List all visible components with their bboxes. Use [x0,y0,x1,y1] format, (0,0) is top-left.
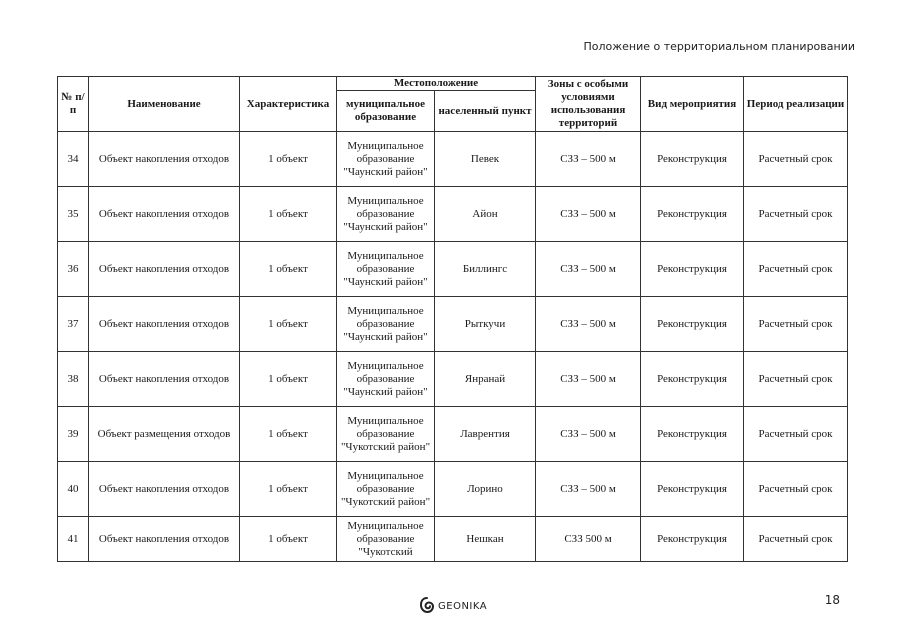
table-row [58,462,848,517]
cell-zone: СЗЗ – 500 м [536,297,641,352]
cell-name: Объект накопления отходов [89,462,240,517]
cell-name: Объект накопления отходов [89,132,240,187]
cell-period: Расчетный срок [744,297,848,352]
cell-characteristic: 1 объект [240,462,337,517]
cell-municipality: Муниципальное образование "Чукотский район" [337,407,435,462]
cell-measure: Реконструкция [641,352,744,407]
cell-zone: СЗЗ – 500 м [536,462,641,517]
cell-name: Объект накопления отходов [89,187,240,242]
spiral-logo-icon [420,597,434,613]
cell-measure: Реконструкция [641,517,744,562]
cell-period: Расчетный срок [744,132,848,187]
cell-measure: Реконструкция [641,242,744,297]
table-row [58,407,848,462]
cell-period: Расчетный срок [744,517,848,562]
header-measure: Вид мероприятия [641,77,744,132]
cell-period: Расчетный срок [744,187,848,242]
cell-zone: СЗЗ – 500 м [536,407,641,462]
cell-period: Расчетный срок [744,407,848,462]
page-number: 18 [824,593,840,607]
cell-num: 36 [58,242,89,297]
cell-name: Объект накопления отходов [89,242,240,297]
table-row [58,242,848,297]
cell-period: Расчетный срок [744,462,848,517]
header-characteristic: Характеристика [240,77,337,132]
cell-settlement: Рыткучи [435,297,536,352]
cell-num: 37 [58,297,89,352]
table-row [58,352,848,407]
cell-municipality: Муниципальное образование "Чаунский район" [337,352,435,407]
cell-characteristic: 1 объект [240,517,337,562]
cell-num: 38 [58,352,89,407]
cell-zone: СЗЗ – 500 м [536,187,641,242]
cell-settlement: Айон [435,187,536,242]
header-zones: Зоны с особыми условиями использования территорий [536,77,641,132]
header-num: № п/п [58,77,89,132]
header-municipality: муниципальное образование [337,91,435,132]
cell-municipality: Муниципальное образование "Чаунский район" [337,187,435,242]
cell-num: 34 [58,132,89,187]
cell-zone: СЗЗ 500 м [536,517,641,562]
cell-characteristic: 1 объект [240,407,337,462]
cell-zone: СЗЗ – 500 м [536,352,641,407]
header-name: Наименование [89,77,240,132]
header-settlement: населенный пункт [435,91,536,132]
cell-municipality: Муниципальное образование "Чаунский район" [337,132,435,187]
header-location: Местоположение [337,77,536,91]
footer-logo [420,596,487,614]
cell-characteristic: 1 объект [240,187,337,242]
cell-characteristic: 1 объект [240,352,337,407]
cell-name: Объект накопления отходов [89,352,240,407]
cell-settlement: Певек [435,132,536,187]
cell-num: 35 [58,187,89,242]
page-header-title: Положение о территориальном планировании [583,40,855,53]
table-row [58,297,848,352]
cell-num: 39 [58,407,89,462]
cell-measure: Реконструкция [641,462,744,517]
cell-zone: СЗЗ – 500 м [536,132,641,187]
table-row [58,517,848,562]
cell-period: Расчетный срок [744,352,848,407]
cell-settlement: Лаврентия [435,407,536,462]
cell-num: 41 [58,517,89,562]
cell-measure: Реконструкция [641,187,744,242]
cell-period: Расчетный срок [744,242,848,297]
cell-characteristic: 1 объект [240,242,337,297]
cell-name: Объект размещения отходов [89,407,240,462]
cell-municipality: Муниципальное образование "Чукотский [337,517,435,562]
cell-measure: Реконструкция [641,297,744,352]
cell-zone: СЗЗ – 500 м [536,242,641,297]
cell-municipality: Муниципальное образование "Чукотский район" [337,462,435,517]
objects-table [57,76,848,562]
cell-settlement: Янранай [435,352,536,407]
cell-characteristic: 1 объект [240,132,337,187]
logo-text: GEONIKA [438,601,488,612]
table-row [58,132,848,187]
cell-settlement: Лорино [435,462,536,517]
cell-name: Объект накопления отходов [89,297,240,352]
cell-municipality: Муниципальное образование "Чаунский район" [337,242,435,297]
table-row [58,187,848,242]
cell-name: Объект накопления отходов [89,517,240,562]
cell-measure: Реконструкция [641,132,744,187]
cell-settlement: Нешкан [435,517,536,562]
cell-settlement: Биллингс [435,242,536,297]
cell-municipality: Муниципальное образование "Чаунский район" [337,297,435,352]
cell-characteristic: 1 объект [240,297,337,352]
header-period: Период реализации [744,77,848,132]
cell-num: 40 [58,462,89,517]
cell-measure: Реконструкция [641,407,744,462]
logo-wordmark [438,596,487,614]
